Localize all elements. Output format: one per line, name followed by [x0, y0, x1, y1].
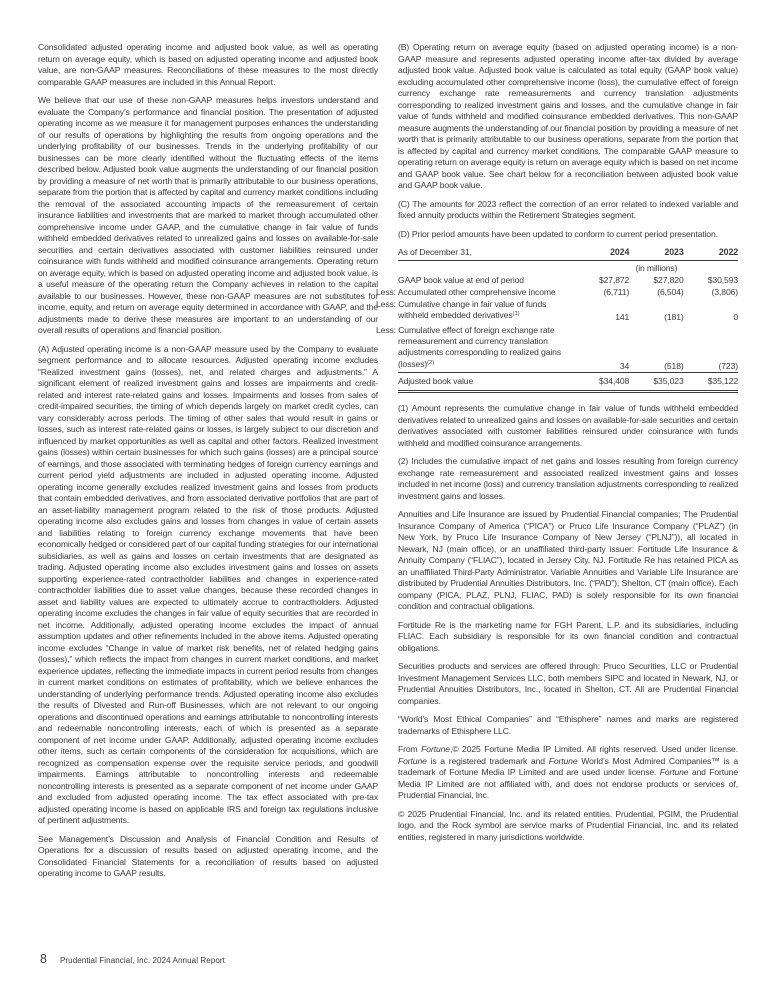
table-row [398, 324, 738, 373]
paragraph: (D) Prior period amounts have been updated to conform to current period presentation. [398, 228, 718, 239]
italic-text: Fortune [398, 755, 427, 766]
row-value: (518) [664, 360, 684, 371]
row-value: 141 [615, 312, 630, 323]
right-column [376, 42, 738, 887]
paragraph: (2) Includes the cumulative impact of net gains and losses resulting from foreign currency exchange rate remeasurement and associated realized investment gains and losses included in net income (loss) and currency translation adjustments corresponding to realized investment gains and losses. [398, 456, 738, 501]
table-row [398, 299, 738, 325]
units-note-row [398, 261, 738, 275]
row-value: (6,711) [603, 286, 630, 297]
footer-text: Prudential Financial, Inc. 2024 Annual Report [59, 956, 225, 965]
row-value: (181) [664, 312, 684, 323]
paragraph: Fortitude Re is the marketing name for FGH Parent, L.P. and its subsidiaries, including FLIAC. Each subsidiary is responsible for its own financial condition and contractual obligations. [398, 619, 738, 653]
row-value: $27,820 [653, 274, 684, 285]
row-value: (723) [718, 360, 738, 371]
paragraph: See Management’s Discussion and Analysis of Financial Condition and Results of Operations for a discussion of results based on adjusted operating income, and the Consolidated Financial Statements for a reconciliation of results based on adjusted operating income to GAAP results. [38, 833, 378, 878]
text-segment: ,© 2025 Fortune Media IP Limited. All rights reserved. Used under license. [449, 744, 738, 755]
footnote-marker: (2) [427, 359, 435, 366]
row-value: (6,504) [657, 286, 684, 297]
text-segment: is a registered trademark and [426, 755, 549, 766]
paragraph: Annuities and Life Insurance are issued by Prudential Financial companies; The Prudential Insurance Company of America (“PICA”) or Pruco Life Insurance Company (“PLAZ”) (in New York, by Pruco Life Insurance Company of New Jersey (“PLNJ”)), all located in Newark, NJ (main office), or an unaffiliated third-party issuer: Fortitude Life Insurance & Annuity Company (“FLIAC”), located in Jersey City, NJ. Fortitude Re has retained PICA as an unaffiliated Third-Party Administrator. Variable Annuities and Variable Life Insurance are distributed by Prudential Annuities Distributors, Inc. (“PAD”), Shelton, CT (main office). Each company (PICA, PLAZ, PLNJ, FLIAC, PAD) is solely responsible for its own financial condition and contractual obligations. [398, 509, 738, 612]
paragraph: © 2025 Prudential Financial, Inc. and its related entities. Prudential, PGIM, the Prudential logo, and the Rock symbol are service marks of Prudential Financial, Inc. and its related entities, registered in many jurisdictions worldwide. [398, 808, 738, 842]
left-column [38, 42, 378, 887]
paragraph: Consolidated adjusted operating income and adjusted book value, as well as operating return on average equity, which is based on adjusted operating income and adjusted book value, are non-GAAP measures. Reconciliations of these measures to the most directly comparable GAAP measures are included in this Annual Report. [38, 42, 378, 87]
row-value: 34 [619, 360, 630, 371]
book-value-reconciliation-table [376, 247, 738, 393]
table-header-row [398, 247, 738, 261]
row-value: $35,122 [684, 373, 738, 392]
row-label: Less: Accumulated other comprehensive income [376, 286, 556, 297]
table-caption: As of December 31, [398, 247, 575, 261]
text-segment: and Fortune Media IP Limited are not affiliated with, and does not endorse products or services of, Prudential Financial, Inc. [398, 767, 738, 801]
row-label: Adjusted book value [398, 373, 575, 392]
row-value: (3,806) [711, 286, 738, 297]
row-value: 0 [733, 312, 738, 323]
row-value: $34,408 [575, 373, 629, 392]
footnote-marker: (1) [512, 311, 520, 318]
right-column-bottom-paragraphs [398, 403, 738, 843]
table-row [398, 286, 738, 298]
table-row [398, 274, 738, 286]
table-total-row [398, 373, 738, 392]
right-column-top-paragraphs [398, 42, 738, 240]
year-column-2022: 2022 [684, 247, 738, 261]
page-number: 8 [40, 952, 47, 966]
paragraph: Securities products and services are offered through: Pruco Securities, LLC or Prudential Investment Management Services LLC, both members SIPC and located in Newark, NJ, or Prudential Annuities Distributors, Inc., located in Shelton, CT. All are Prudential Financial companies. [398, 661, 738, 706]
page-footer [40, 952, 225, 966]
paragraph: (B) Operating return on average equity (based on adjusted operating income) is a non-GAAP measure and represents adjusted operating income after-tax divided by average adjusted book value. Adjusted book value is calculated as total equity (GAAP book value) excluding accumulated other comprehensive income (loss), the cumulative effect of foreign currency exchange rate remeasurements and currency translation adjustments corresponding to realized investment gains and losses, and the cumulative change in fair value of funds withheld and modified coinsurance embedded derivatives. This non-GAAP measure augments the understanding of our financial position by providing a measure of net worth that is primarily attributable to our business operations, separate from the portion that is affected by capital and currency market conditions. The comparable GAAP measure to operating return on average equity is return on average equity which is based on net income and GAAP book value. See chart below for a reconciliation between adjusted book value and GAAP book value. [398, 42, 738, 190]
paragraph: “World’s Most Ethical Companies” and “Ethisphere” names and marks are registered trademarks of Ethisphere LLC. [398, 714, 738, 736]
row-label: Less: Cumulative effect of foreign exchange rate remeasurement and currency translation adjustments corresponding to realized gains (losses)$^{(2)}$ [376, 324, 561, 369]
row-label: GAAP book value at end of period [398, 274, 524, 285]
row-value: $27,872 [598, 274, 630, 285]
italic-text: Fortune [548, 755, 578, 766]
text-segment: World’s Most Admired Companies™ is a trademark of Fortune Media IP Limited and are used under license. [398, 755, 738, 778]
year-column-2024: 2024 [575, 247, 629, 261]
row-label: Less: Cumulative change in fair value of funds withheld embedded derivatives$^{(1)}$ [376, 299, 547, 321]
paragraph: (C) The amounts for 2023 reflect the correction of an error related to indexed variable and fixed annuity products within the Retirement Strategies segment. [398, 198, 738, 220]
italic-text: Fortune [421, 744, 450, 755]
paragraph [398, 744, 738, 802]
units-note: (in millions) [635, 263, 678, 273]
text-segment: From [398, 744, 422, 755]
row-value: $35,023 [629, 373, 683, 392]
spacer-cell [398, 261, 575, 275]
paragraph: (A) Adjusted operating income is a non-GAAP measure used by the Company to evaluate segment performance and to allocate resources. Adjusted operating income excludes “Realized investment gains (losses), net, and related charges and adjustments.” A significant element of realized investment gains and losses are impairments and credit-related and interest rate-related gains and losses. Impairments and losses from sales of credit-impaired securities, the timing of which depends largely on market credit cycles, can vary considerably across periods. The timing of other sales that would result in gains or losses, such as interest rate-related gains or losses, is largely subject to our discretion and influenced by market opportunities as well as capital and other factors. Realized investment gains (losses) within certain businesses for which such gains (losses) are a principal source of earnings, and those associated with terminating hedges of foreign currency earnings and current period yield adjustments are included in adjusted operating income. Adjusted operating income generally excludes realized investment gains and losses from products that contain embedded derivatives, and from associated derivative portfolios that are part of an asset-liability management program related to the risk of those products. Adjusted operating income also excludes gains and losses from changes in value of certain assets and liabilities relating to foreign currency exchange movements that have been economically hedged or considered part of our capital funding strategies for our international subsidiaries, as well as gains and losses on certain investments that are designated as trading. Adjusted operating income also excludes investment gains and losses on assets supporting experience-rated contractholder liabilities and changes in experience-rated contractholder liabilities due to asset value changes, because these recorded changes in asset and liability values are expected to ultimately accrue to contractholders. Adjusted operating income excludes the changes in fair value of equity securities that are recorded in net income. Additionally, adjusted operating income excludes the impact of annual assumption updates and other refinements included in the above items. Adjusted operating income excludes “Change in value of market risk benefits, net of related hedging gains (losses),” which reflects the impact from changes in current market conditions, and market experience updates, reflecting the immediate impacts in current period results from changes in current market conditions on estimates of profitability, which we believe enhances the understanding of underlying performance trends. Adjusted operating income also excludes the results of Divested and Run-off Businesses, which are not relevant to our ongoing operations and discontinued operations and earnings attributable to noncontrolling interests and redeemable noncontrolling interests, each of which is presented as a separate component of net income under GAAP. Additionally, adjusted operating income excludes other items, such as certain components of the consideration for acquisitions, which are recognized as compensation expense over the requisite service periods, and goodwill impairments. Earnings attributable to noncontrolling interests and redeemable noncontrolling interests is presented as a separate component of net income under GAAP and excluded from adjusted operating income. The tax effect associated with pre-tax adjusted operating income is based on applicable IRS and foreign tax regulations inclusive of pertinent adjustments. [38, 343, 378, 825]
row-value: $30,593 [707, 274, 738, 285]
paragraph: We believe that our use of these non-GAAP measures helps investors understand and evaluate the Company’s performance and financial position. The presentation of adjusted operating income as we measure it for management purposes enhances the understanding of our results of operations by highlighting the results from ongoing operations and the underlying profitability of our businesses. Trends in the underlying profitability of our businesses can be more clearly identified without the fluctuating effects of the items described below. Adjusted book value augments the understanding of our financial position by providing a measure of net worth that is primarily attributable to our business operations, separate from the portion that is affected by capital and currency market conditions including the removal of the associated accounting impacts of the remeasurement of certain insurance liabilities and investments that are marked to market through accumulated other comprehensive income under GAAP, and the cumulative change in fair value of funds withheld embedded derivatives related to unrealized gains and losses on available-for-sale securities and certain derivatives associated with customer liabilities reinsured under coinsurance with funds withheld and modified coinsurance arrangements. Operating return on average equity, which is based on adjusted operating income and adjusted book value, is a useful measure of the operating return the Company achieves in relation to the capital available to our businesses. However, these non-GAAP measures are not substitutes for income, equity, and return on average equity determined in accordance with GAAP, and the adjustments made to derive these measures are important to an understanding of our overall results of operations and financial position. [38, 95, 378, 335]
italic-text: Fortune [659, 767, 689, 778]
paragraph: (1) Amount represents the cumulative change in fair value of funds withheld embedded derivatives related to unrealized gains and losses on available-for-sale securities and certain derivatives associated with customer liabilities reinsured under coinsurance with funds withheld and modified coinsurance arrangements. [398, 403, 738, 448]
year-column-2023: 2023 [629, 247, 683, 261]
